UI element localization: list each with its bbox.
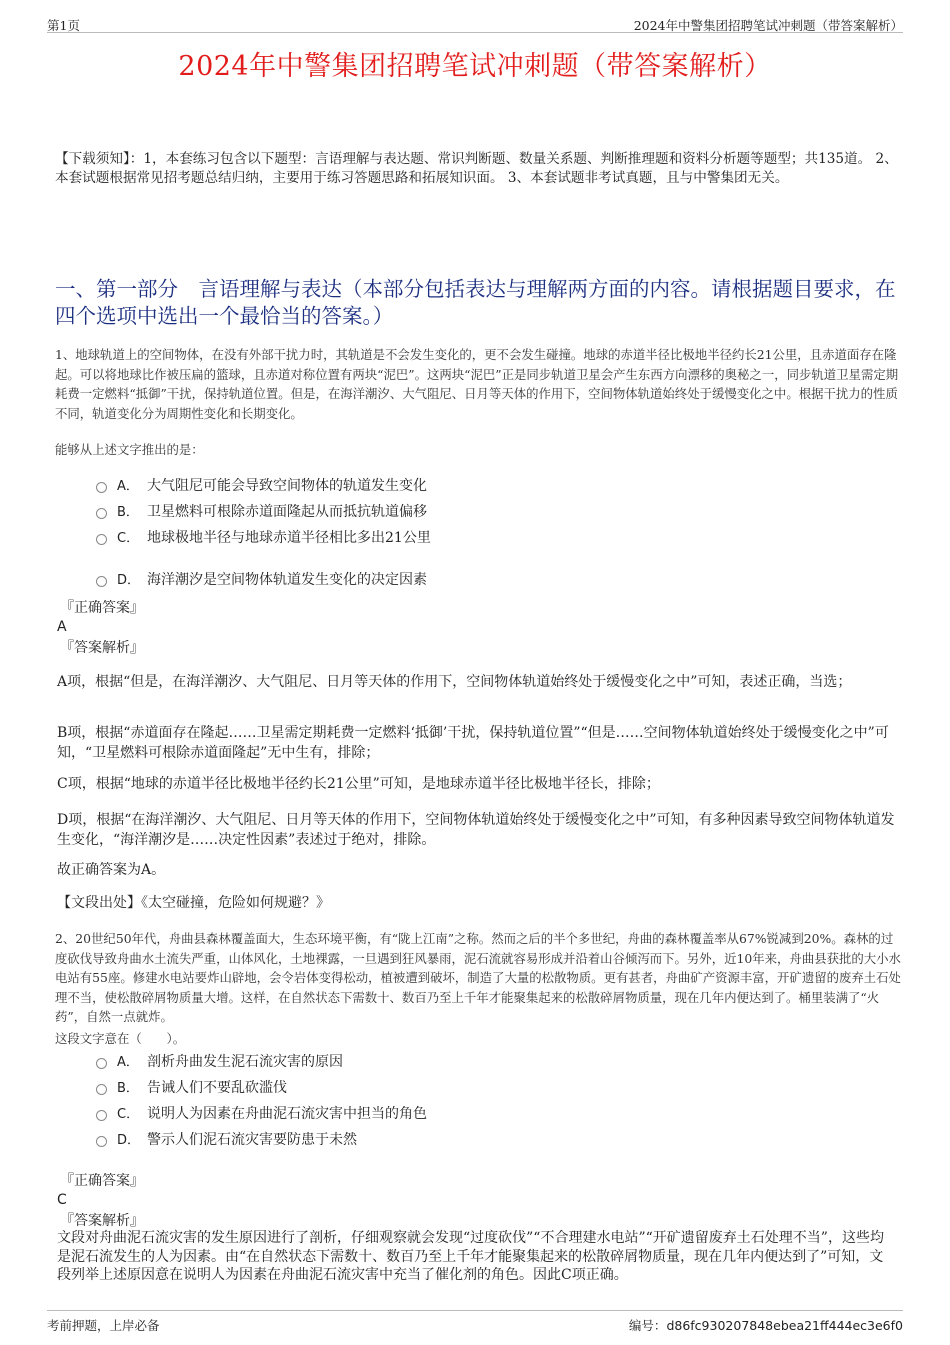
q2-answer: C [57, 1192, 67, 1208]
question-1-stem: 1、地球轨道上的空间物体，在没有外部干扰力时，其轨道是不会发生变化的，更不会发生碰撞。地球的赤道半径比极地半径约长21公里，且赤道面存在隆起。可以将地球比作被压扁的篮球，且赤道对称位置有两块“泥巴”。这两块“泥巴”正是同步轨道卫星会产生东西方向漂移的奥秘之一，同步轨道卫星需定期耗费一定燃料“抵御”干扰，保持轨道位置。但是，在海洋潮汐、大气阻尼、日月等天体的作用下，空间物体轨道始终处于缓慢变化之中。根据干扰力的性质不同，轨道变化分为周期性变化和长期变化。 [55, 347, 899, 421]
page-number: 第1页 [47, 18, 80, 33]
q1-analysis-b: B项，根据“赤道面存在隆起……卫星需定期耗费一定燃料‘抵御’干扰，保持轨道位置”“但是……空间物体轨道始终处于缓慢变化之中”可知，“卫星燃料可根除赤道面隆起”无中生有，排除； [57, 725, 889, 761]
q1-analysis-c: C项，根据“地球的赤道半径比极地半径约长21公里”可知，是地球赤道半径比极地半径长，排除； [57, 776, 660, 792]
radio-icon[interactable] [96, 1110, 107, 1121]
q1-analysis-d: D项，根据“在海洋潮汐、大气阻尼、日月等天体的作用下，空间物体轨道始终处于缓慢变化之中”可知，有多种因素导致空间物体轨道发生变化，“海洋潮汐是……决定性因素”表述过于绝对，排除。 [57, 812, 895, 848]
radio-icon[interactable] [96, 482, 107, 493]
q1-answer: A [57, 619, 67, 635]
q2-option-c[interactable]: C． 说明人为因素在舟曲泥石流灾害中担当的角色 [96, 1104, 427, 1125]
section-heading: 一、第一部分 言语理解与表达（本部分包括表达与理解两方面的内容。请根据题目要求，在四个选项中选出一个最恰当的答案。） [55, 277, 896, 328]
q2-analysis-label: 『答案解析』 [60, 1213, 144, 1229]
radio-icon[interactable] [96, 534, 107, 545]
q1-source: 【文段出处】《太空碰撞，危险如何规避？》 [57, 895, 330, 911]
footer-slogan: 考前押题，上岸必备 [47, 1318, 160, 1333]
radio-icon[interactable] [96, 576, 107, 587]
q1-analysis-a: A项，根据“但是，在海洋潮汐、大气阻尼、日月等天体的作用下，空间物体轨道始终处于缓慢变化之中”可知，表述正确，当选； [57, 674, 852, 690]
radio-icon[interactable] [96, 1058, 107, 1069]
q2-option-a[interactable]: A． 剖析舟曲发生泥石流灾害的原因 [96, 1052, 343, 1073]
q1-option-b[interactable]: B． 卫星燃料可根除赤道面隆起从而抵抗轨道偏移 [96, 502, 427, 523]
header-doc-title: 2024年中警集团招聘笔试冲刺题（带答案解析） [633, 18, 903, 33]
q1-conclusion: 故正确答案为A。 [57, 862, 166, 878]
q2-option-d[interactable]: D． 警示人们泥石流灾害要防患于未然 [96, 1130, 357, 1151]
q1-analysis-label: 『答案解析』 [60, 640, 144, 656]
q1-option-c[interactable]: C． 地球极地半径与地球赤道半径相比多出21公里 [96, 528, 431, 549]
radio-icon[interactable] [96, 1136, 107, 1147]
radio-icon[interactable] [96, 1084, 107, 1095]
document-id: d86fc930207848ebea21ff444ec3e6f0 [666, 1318, 903, 1333]
radio-icon[interactable] [96, 508, 107, 519]
q2-option-b[interactable]: B． 告诫人们不要乱砍滥伐 [96, 1078, 287, 1099]
q1-option-d[interactable]: D． 海洋潮汐是空间物体轨道发生变化的决定因素 [96, 570, 427, 591]
page-header [47, 14, 903, 33]
footer-code: 编号：d86fc930207848ebea21ff444ec3e6f0 [628, 1318, 903, 1333]
q1-option-a[interactable]: A． 大气阻尼可能会导致空间物体的轨道发生变化 [96, 476, 427, 497]
question-2-stem: 2、20世纪50年代，舟曲县森林覆盖面大，生态环境平衡，有“陇上江南”之称。然而之后的半个多世纪，舟曲的森林覆盖率从67%锐减到20%。森林的过度砍伐导致舟曲水土流失严重，山体风化，土地裸露，一旦遇到狂风暴雨，泥石流就容易形成并沿着山谷倾泻而下。另外，近10年来，舟曲县获批的大小水电站有55座。修建水电站要炸山辟地，会令岩体变得松动，植被遭到破坏，制造了大量的松散物质。更有甚者，舟曲矿产资源丰富，开矿遗留的废弃土石处理不当，使松散碎屑物质量大增。这样，在自然状态下需数十、数百乃至上千年才能聚集起来的松散碎屑物质量，现在几年内便达到了。桶里装满了“火药”，自然一点就炸。 [55, 931, 901, 1025]
page-footer [47, 1310, 903, 1331]
q2-analysis: 文段对舟曲泥石流灾害的发生原因进行了剖析，仔细观察就会发现“过度砍伐”“不合理建水电站”“开矿遗留废弃土石处理不当”，这些均是泥石流发生的人为因素。由“在自然状态下需数十、数百乃至上千年才能聚集起来的松散碎屑物质量，现在几年内便达到了”可知，文段列举上述原因意在说明人为因素在舟曲泥石流灾害中充当了催化剂的角色。因此C项正确。 [57, 1230, 884, 1283]
download-notice: 【下载须知】：1，本套练习包含以下题型：言语理解与表达题、常识判断题、数量关系题、判断推理题和资料分析题等题型；共135道。 2、本套试题根据常见招考题总结归纳，主要用于练习答题思路和拓展知识面。 3、本套试题非考试真题，且与中警集团无关。 [55, 151, 898, 186]
q1-answer-label: 『正确答案』 [60, 600, 144, 616]
question-1-prompt: 能够从上述文字推出的是： [55, 442, 204, 457]
question-2-prompt: 这段文字意在（ ）。 [55, 1031, 186, 1046]
q2-answer-label: 『正确答案』 [60, 1173, 144, 1189]
document-title: 2024年中警集团招聘笔试冲刺题（带答案解析） [178, 51, 772, 82]
